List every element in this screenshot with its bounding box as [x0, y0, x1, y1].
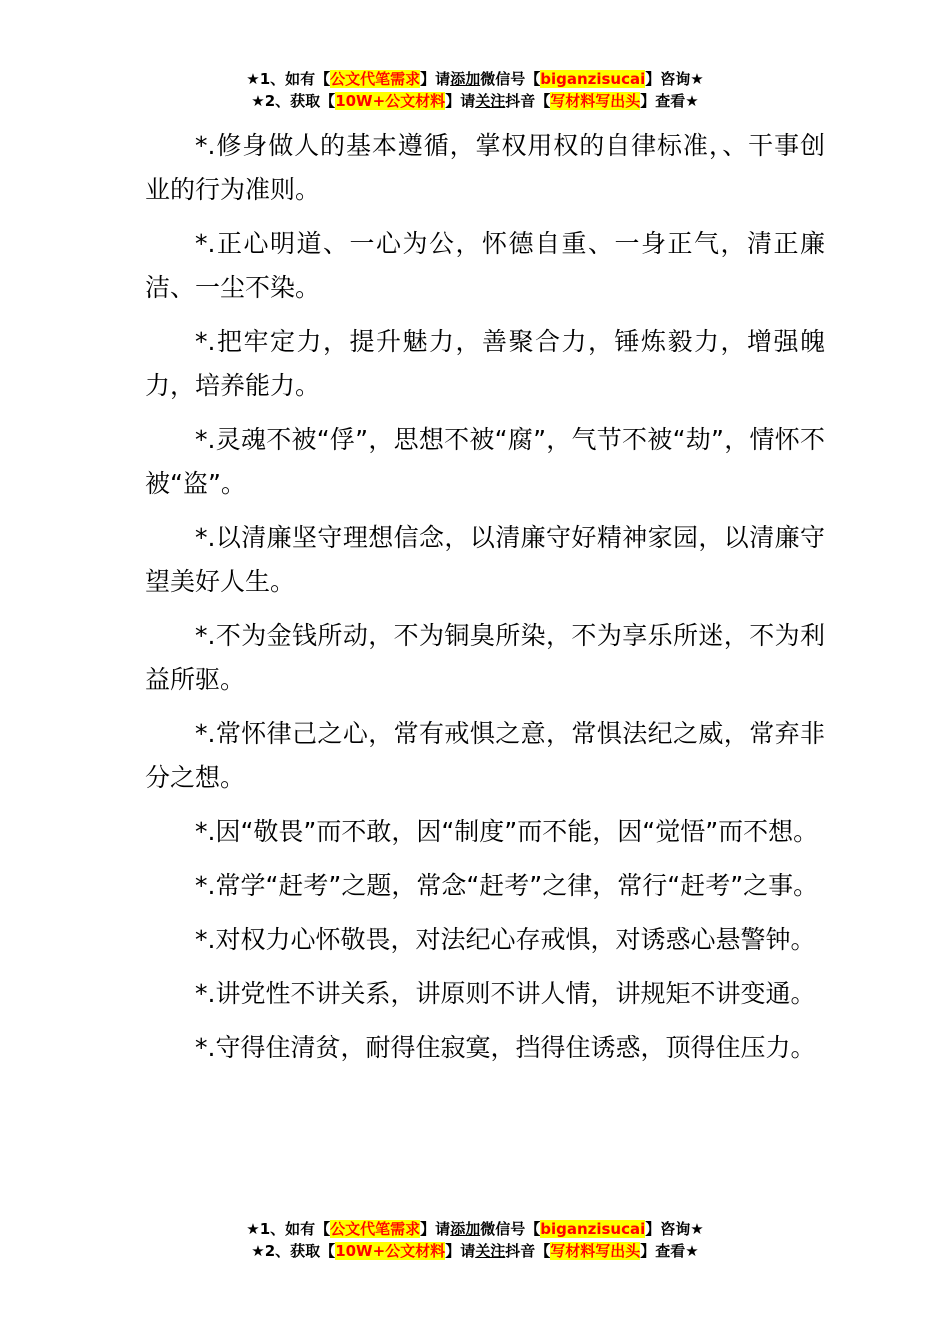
banner-text: 抖音【: [505, 92, 551, 110]
banner-underline: 关注: [475, 1242, 506, 1260]
paragraph: *.正心明道、一心为公，怀德自重、一身正气，清正廉洁、一尘不染。: [145, 229, 825, 302]
banner-underline: 添加: [450, 70, 481, 88]
paragraph: *.常学“赶考”之题，常念“赶考”之律，常行“赶考”之事。: [195, 871, 819, 900]
banner-line-1: [0, 1218, 950, 1240]
banner-highlight: 写材料写出头: [550, 1242, 641, 1260]
banner-line-1: [0, 68, 950, 90]
footer-banner: [0, 1218, 950, 1262]
paragraph: *.把牢定力，提升魅力，善聚合力，锤炼毅力，增强魄力，培养能力。: [145, 327, 825, 400]
paragraph: *.因“敬畏”而不敢，因“制度”而不能，因“觉悟”而不想。: [195, 817, 819, 846]
paragraph: *.对权力心怀敬畏，对法纪心存戒惧，对诱惑心悬警钟。: [195, 925, 816, 954]
banner-line-2: [0, 1240, 950, 1262]
banner-highlight: 写材料写出头: [550, 92, 641, 110]
banner-line-2: [0, 90, 950, 112]
banner-text: 微信号【: [480, 1220, 541, 1238]
paragraph: *.讲党性不讲关系，讲原则不讲人情，讲规矩不讲变通。: [195, 979, 816, 1008]
banner-text: ★1、如有【: [246, 70, 331, 88]
banner-text: 抖音【: [505, 1242, 551, 1260]
banner-text: 】查看★: [640, 92, 699, 110]
banner-text: 】查看★: [640, 1242, 699, 1260]
banner-highlight: 10W+公文材料: [335, 92, 446, 110]
banner-highlight: 公文代笔需求: [330, 70, 421, 88]
banner-underline: 添加: [450, 1220, 481, 1238]
banner-text: 】请: [445, 92, 476, 110]
header-banner: [0, 68, 950, 112]
banner-underline: 关注: [475, 92, 506, 110]
banner-text: ★1、如有【: [246, 1220, 331, 1238]
banner-text: ★2、获取【: [251, 92, 336, 110]
banner-highlight: biganzisucai: [540, 1220, 646, 1238]
paragraph: *.常怀律己之心，常有戒惧之意，常惧法纪之威，常弃非分之想。: [145, 719, 825, 792]
paragraph: *.不为金钱所动，不为铜臭所染，不为享乐所迷，不为利益所驱。: [145, 621, 825, 694]
banner-highlight: 10W+公文材料: [335, 1242, 446, 1260]
paragraph: *.守得住清贫，耐得住寂寞，挡得住诱惑，顶得住压力。: [195, 1033, 816, 1062]
paragraph: *.灵魂不被“俘”，思想不被“腐”，气节不被“劫”，情怀不被“盗”。: [145, 425, 825, 498]
banner-text: 】咨询★: [645, 70, 704, 88]
banner-text: 】请: [420, 1220, 451, 1238]
banner-highlight: 公文代笔需求: [330, 1220, 421, 1238]
banner-text: 】请: [445, 1242, 476, 1260]
paragraph: *.修身做人的基本遵循，掌权用权的自律标准，、干事创业的行为准则。: [145, 131, 825, 204]
banner-highlight: biganzisucai: [540, 70, 646, 88]
banner-text: 】咨询★: [645, 1220, 704, 1238]
document-body: [145, 124, 825, 1080]
paragraph: *.以清廉坚守理想信念，以清廉守好精神家园，以清廉守望美好人生。: [145, 523, 825, 596]
banner-text: 】请: [420, 70, 451, 88]
banner-text: 微信号【: [480, 70, 541, 88]
banner-text: ★2、获取【: [251, 1242, 336, 1260]
